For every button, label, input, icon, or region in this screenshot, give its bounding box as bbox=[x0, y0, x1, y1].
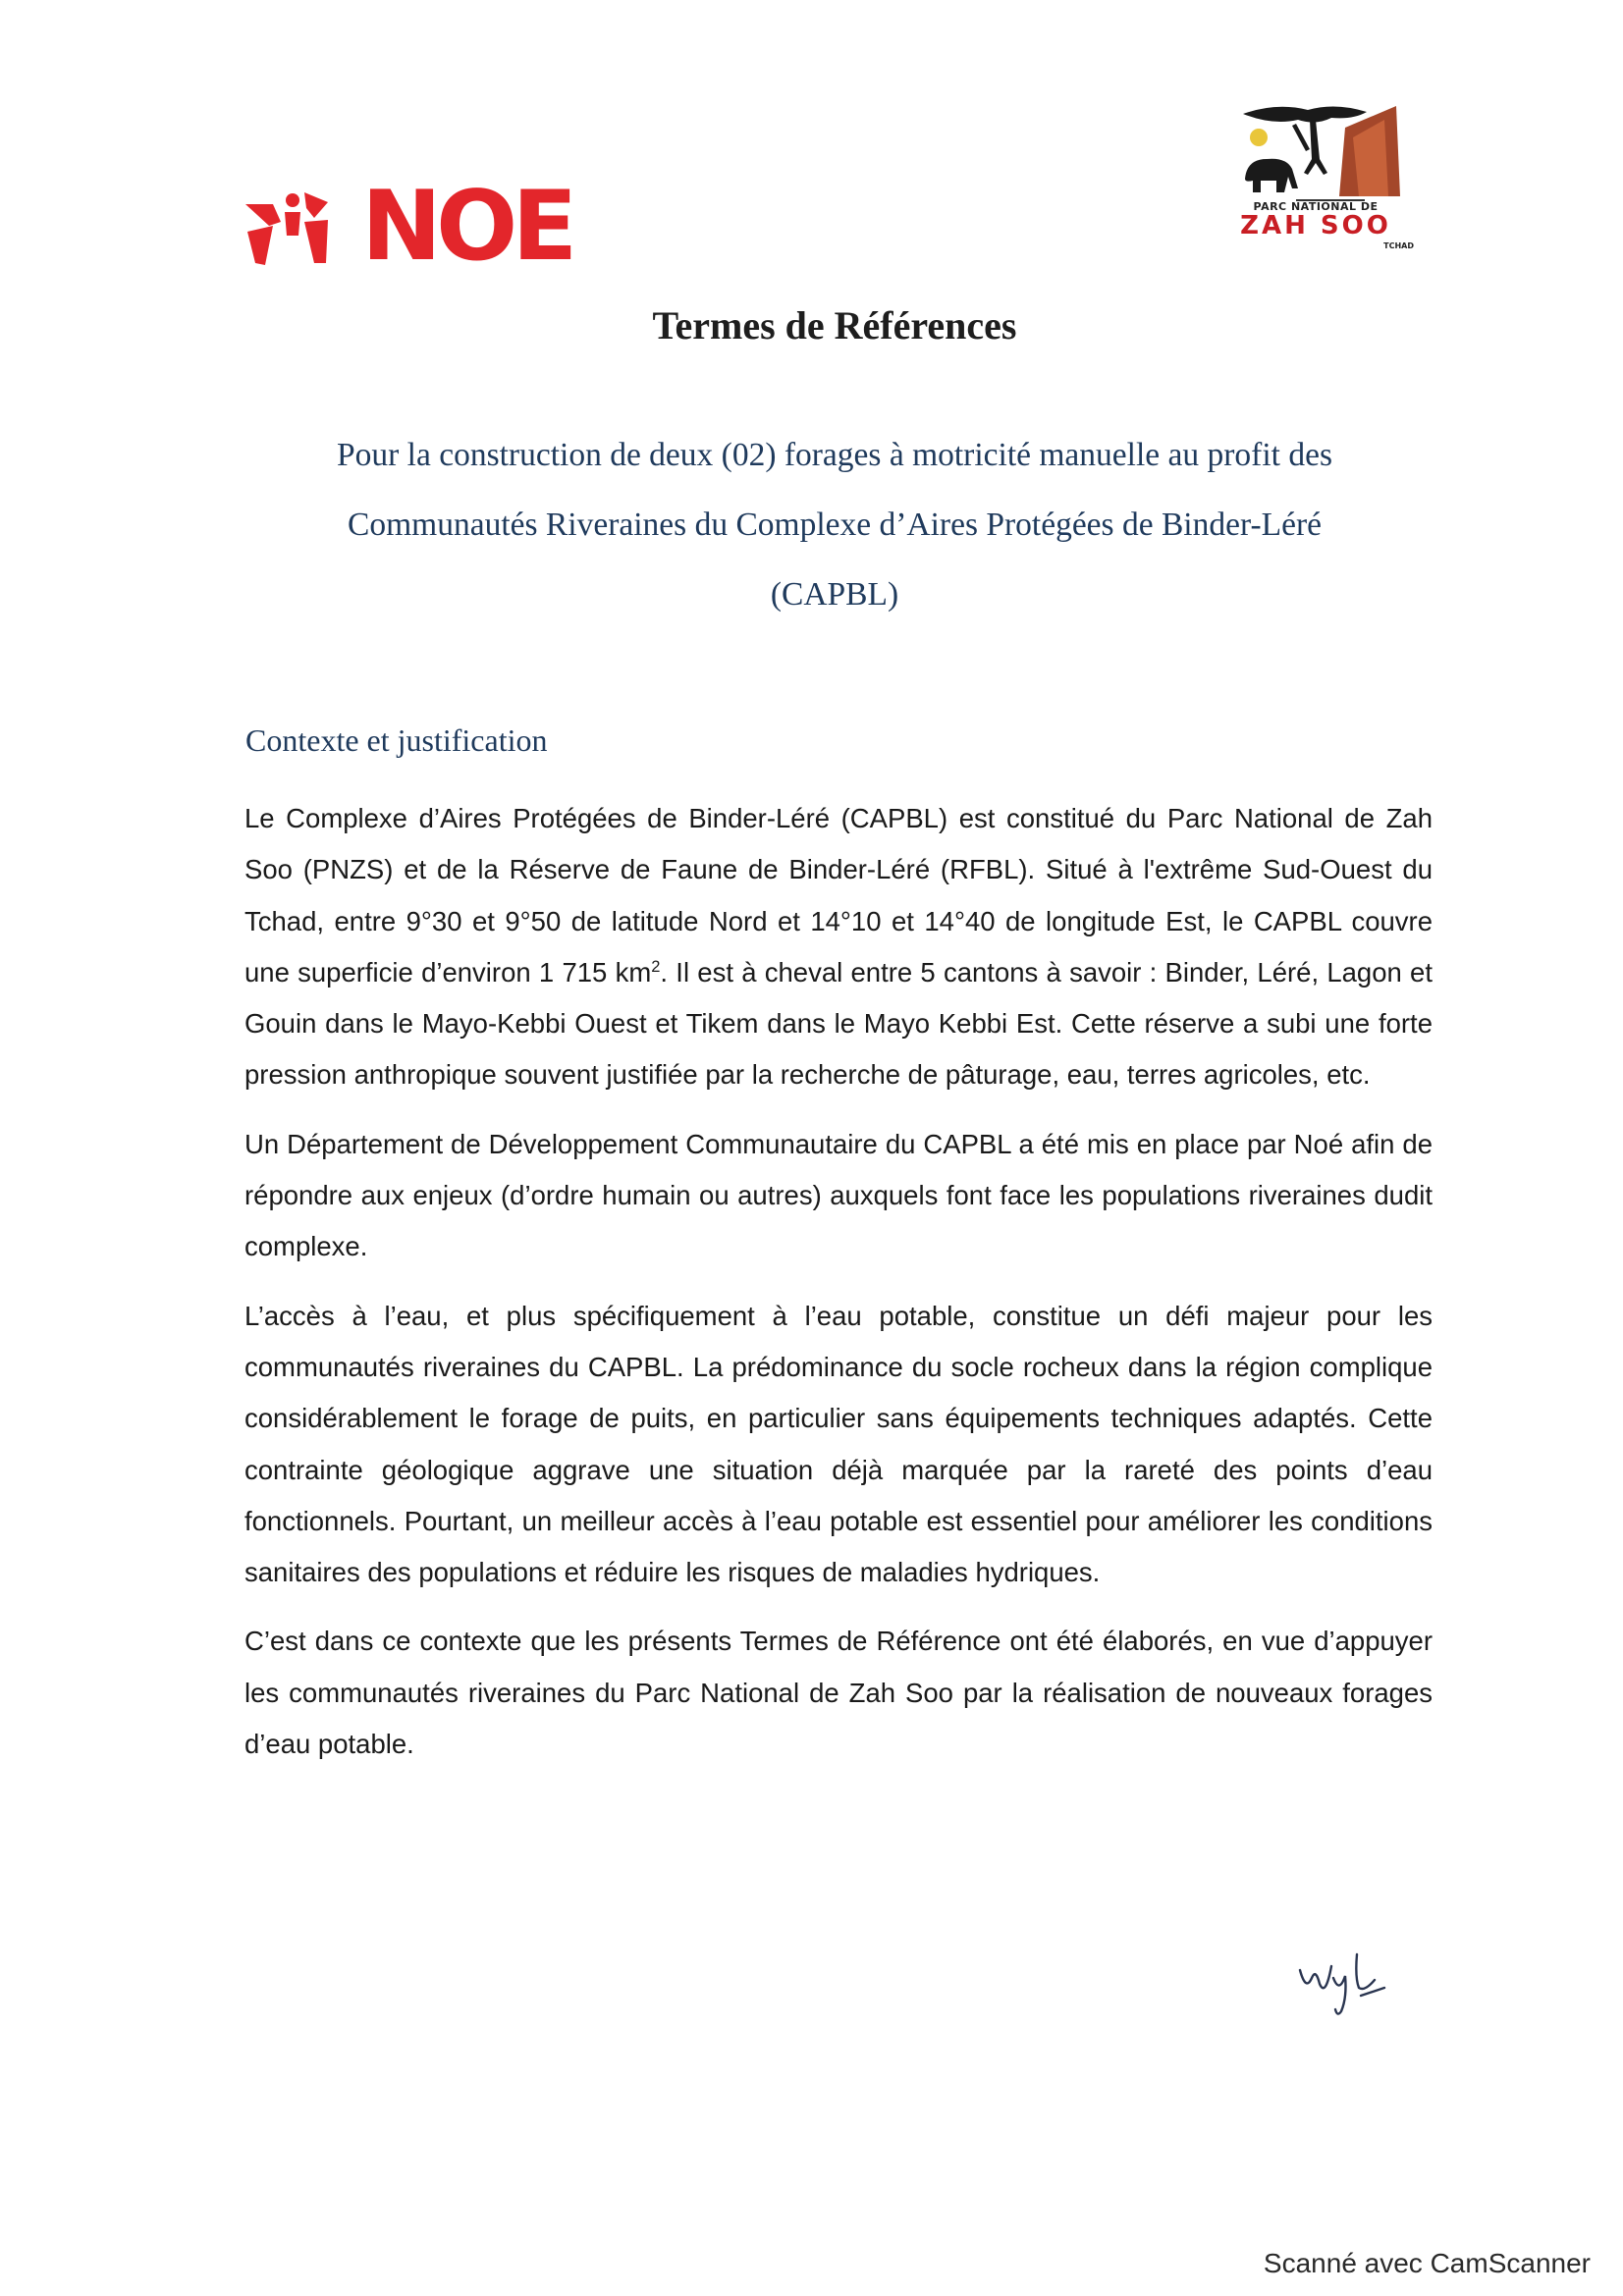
body-text bbox=[244, 793, 1433, 1788]
section-heading: Contexte et justification bbox=[245, 722, 548, 758]
paragraph-1-text: Le Complexe d’Aires Protégées de Binder-Léré (CAPBL) est constitué du Parc National de Zah Soo (PNZS) et de la Réserve de Faune de Binder-Léré (RFBL). Situé à l'extrême Sud-Ouest du Tchad, entre 9°30 et 9°50 de latitude Nord et 14°10 et 14°40 de longitude Est, le CAPBL couvre une superficie d’environ 1 715 km bbox=[244, 803, 1433, 988]
paragraph-4: C’est dans ce contexte que les présents Termes de Référence ont été élaborés, en vue d’appuyer les communautés riveraines du Parc National de Zah Soo par la réalisation de nouveaux forages d’eau potable. bbox=[244, 1626, 1433, 1760]
noe-logo bbox=[243, 171, 597, 283]
paragraph-2: Un Département de Développement Communautaire du CAPBL a été mis en place par Noé afin de répondre aux enjeux (d’ordre humain ou autres) auxquels font face les populations riveraines dudit complexe. bbox=[244, 1128, 1433, 1262]
park-logo-line3: TCHAD bbox=[1383, 241, 1414, 250]
subtitle-line-1: Pour la construction de deux (02) forages à motricité manuelle au profit des bbox=[337, 437, 1332, 473]
camscanner-footer: Scanné avec CamScanner bbox=[1263, 2248, 1591, 2278]
document-title: Termes de Références bbox=[652, 303, 1017, 347]
park-logo-line1: PARC NATIONAL DE bbox=[1253, 200, 1379, 213]
noe-figures-icon bbox=[243, 185, 330, 271]
document-subtitle bbox=[226, 420, 1443, 629]
paragraph-1-text-cont: . Il est à cheval entre 5 cantons à savoir : Binder, Léré, Lagon et Gouin dans le Mayo-Kebbi Ouest et Tikem dans le Mayo Kebbi Est. Cette réserve a subi une forte pression anthropique souvent justifiée par la recherche de pâturage, eau, terres agricoles, etc. bbox=[244, 956, 1433, 1091]
paragraph-1 bbox=[244, 793, 1433, 1101]
paragraph-3: L’accès à l’eau, et plus spécifiquement à l’eau potable, constitue un défi majeur pour les communautés riveraines du CAPBL. La prédominance du socle rocheux dans la région complique considérablement le forage de puits, en particulier sans équipements techniques adaptés. Cette contrainte géologique aggrave une situation déjà marquée par la rareté des points d’eau fonctionnels. Pourtant, un meilleur accès à l’eau potable est essentiel pour améliorer les conditions sanitaires des populations et réduire les risques de maladies hydriques. bbox=[244, 1300, 1433, 1588]
superscript-2: 2 bbox=[651, 957, 661, 976]
subtitle-line-3: (CAPBL) bbox=[770, 576, 899, 613]
elephant-tree-icon bbox=[1237, 98, 1404, 204]
park-logo-line2: ZAH SOO bbox=[1240, 211, 1391, 240]
handwritten-signature bbox=[1296, 1949, 1394, 2017]
noe-wordmark: NOE bbox=[361, 171, 572, 283]
subtitle-line-2: Communautés Riveraines du Complexe d’Aires Protégées de Binder-Léré bbox=[348, 507, 1322, 543]
zah-soo-park-logo bbox=[1217, 98, 1414, 255]
